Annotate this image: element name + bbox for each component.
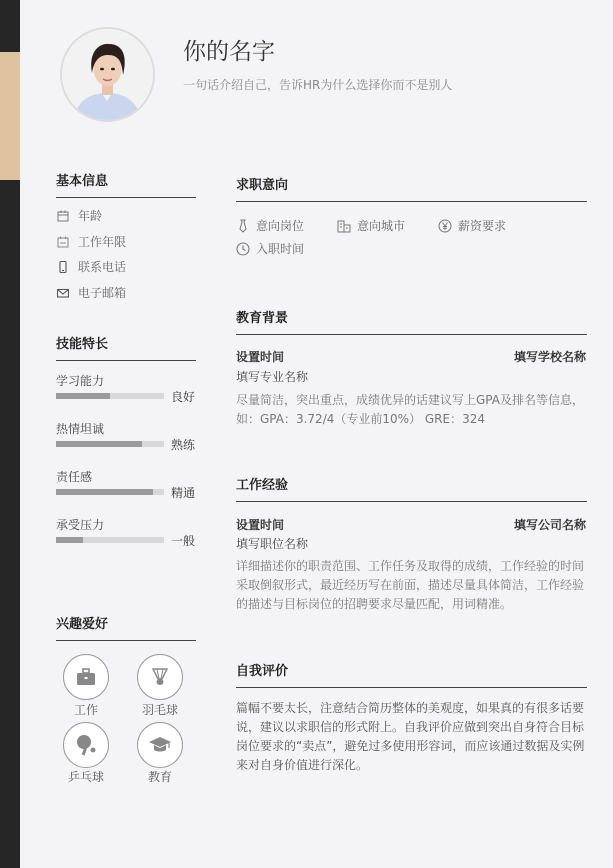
hobbies-divider <box>56 640 196 641</box>
skill-bar-fill <box>56 537 83 543</box>
skill-bar-fill <box>56 489 153 495</box>
intent-salary-label: 薪资要求 <box>458 219 507 233</box>
phone-icon <box>56 260 69 273</box>
hobby-education-label: 教育 <box>147 770 172 784</box>
portrait-photo <box>62 29 153 120</box>
info-age-label: 年龄 <box>78 209 103 223</box>
info-age <box>56 207 102 224</box>
building-icon <box>337 219 351 233</box>
skill-bar <box>56 537 164 543</box>
skill-bar <box>56 441 164 447</box>
intent-position-label: 意向岗位 <box>256 219 305 233</box>
skill-label: 责任感 <box>56 470 93 484</box>
skill-level: 一般 <box>171 534 196 548</box>
skill-level: 熟练 <box>171 438 196 452</box>
intent-salary <box>438 217 506 234</box>
tie-icon <box>236 219 250 233</box>
intent-city <box>337 217 405 234</box>
hobby-badminton <box>137 654 183 700</box>
ping-pong-icon <box>74 733 98 757</box>
self-eval-title: 自我评价 <box>236 664 289 679</box>
work-position: 填写职位名称 <box>236 537 309 551</box>
hobbies-title: 兴趣爱好 <box>56 617 109 632</box>
skill-bar-fill <box>56 441 142 447</box>
info-work-years <box>56 233 126 250</box>
skills-divider <box>56 360 196 361</box>
hobby-ping-pong-label: 乒乓球 <box>67 770 104 784</box>
skill-level: 精通 <box>171 486 196 500</box>
self-eval-divider <box>236 687 587 688</box>
work-title: 工作经验 <box>236 478 289 493</box>
skill-label: 热情坦诚 <box>56 422 105 436</box>
skill-bar <box>56 489 164 495</box>
accent-bar <box>0 52 20 180</box>
intent-start-time-label: 入职时间 <box>256 242 305 256</box>
avatar <box>60 27 155 122</box>
skill-label: 学习能力 <box>56 374 105 388</box>
education-school: 填写学校名称 <box>513 350 586 364</box>
education-description: 尽量简洁，突出重点，成绩优异的话建议写上GPA及排名等信息，如：GPA：3.72/4（专业前10%） GRE：324 <box>236 393 584 426</box>
yen-icon <box>438 219 452 233</box>
intent-start-time <box>236 240 304 257</box>
education-title: 教育背景 <box>236 311 289 326</box>
hobby-ping-pong <box>63 722 109 768</box>
info-email-label: 电子邮箱 <box>78 286 127 300</box>
education-time: 设置时间 <box>236 350 285 364</box>
info-email <box>56 284 126 301</box>
graduation-cap-icon <box>148 733 172 757</box>
self-eval-description: 篇幅不要太长，注意结合简历整体的美观度，如果真的有很多话要说，建议以求职信的形式附上。自我评价应做到突出自身符合目标岗位要求的“卖点”，避免过多使用形容词，而应该通过数据及实例来对自身价值进行深化。 <box>236 701 585 772</box>
intent-position <box>236 217 304 234</box>
profile-name: 你的名字 <box>183 39 275 65</box>
clock-icon <box>236 242 250 256</box>
hobby-education <box>137 722 183 768</box>
mail-icon <box>56 286 69 299</box>
hobby-work <box>63 654 109 700</box>
work-years-icon <box>56 235 69 248</box>
work-divider <box>236 501 587 502</box>
education-major: 填写专业名称 <box>236 370 309 384</box>
basic-info-divider <box>56 197 196 198</box>
job-intent-divider <box>236 201 587 202</box>
badminton-icon <box>148 665 172 689</box>
skill-label: 承受压力 <box>56 518 105 532</box>
profile-tagline: 一句话介绍自己，告诉HR为什么选择你而不是别人 <box>183 78 453 92</box>
skill-bar-fill <box>56 393 110 399</box>
work-time: 设置时间 <box>236 518 285 532</box>
hobby-work-label: 工作 <box>73 703 98 717</box>
work-description: 详细描述你的职责范围、工作任务及取得的成绩，工作经验的时间采取倒叙形式，最近经历写在前面，描述尽量具体简洁，工作经验的描述与目标岗位的招聘要求尽量匹配，用词精准。 <box>236 559 585 611</box>
basic-info-title: 基本信息 <box>56 174 109 189</box>
skill-level: 良好 <box>171 390 196 404</box>
skill-bar <box>56 393 164 399</box>
info-work-years-label: 工作年限 <box>78 235 127 249</box>
job-intent-title: 求职意向 <box>236 178 289 193</box>
education-divider <box>236 334 587 335</box>
intent-city-label: 意向城市 <box>357 219 406 233</box>
work-company: 填写公司名称 <box>513 518 586 532</box>
info-phone-label: 联系电话 <box>78 260 127 274</box>
info-phone <box>56 258 126 275</box>
briefcase-icon <box>75 666 97 688</box>
calendar-icon <box>56 209 69 222</box>
skills-title: 技能特长 <box>56 337 109 352</box>
hobby-badminton-label: 羽毛球 <box>141 703 178 717</box>
